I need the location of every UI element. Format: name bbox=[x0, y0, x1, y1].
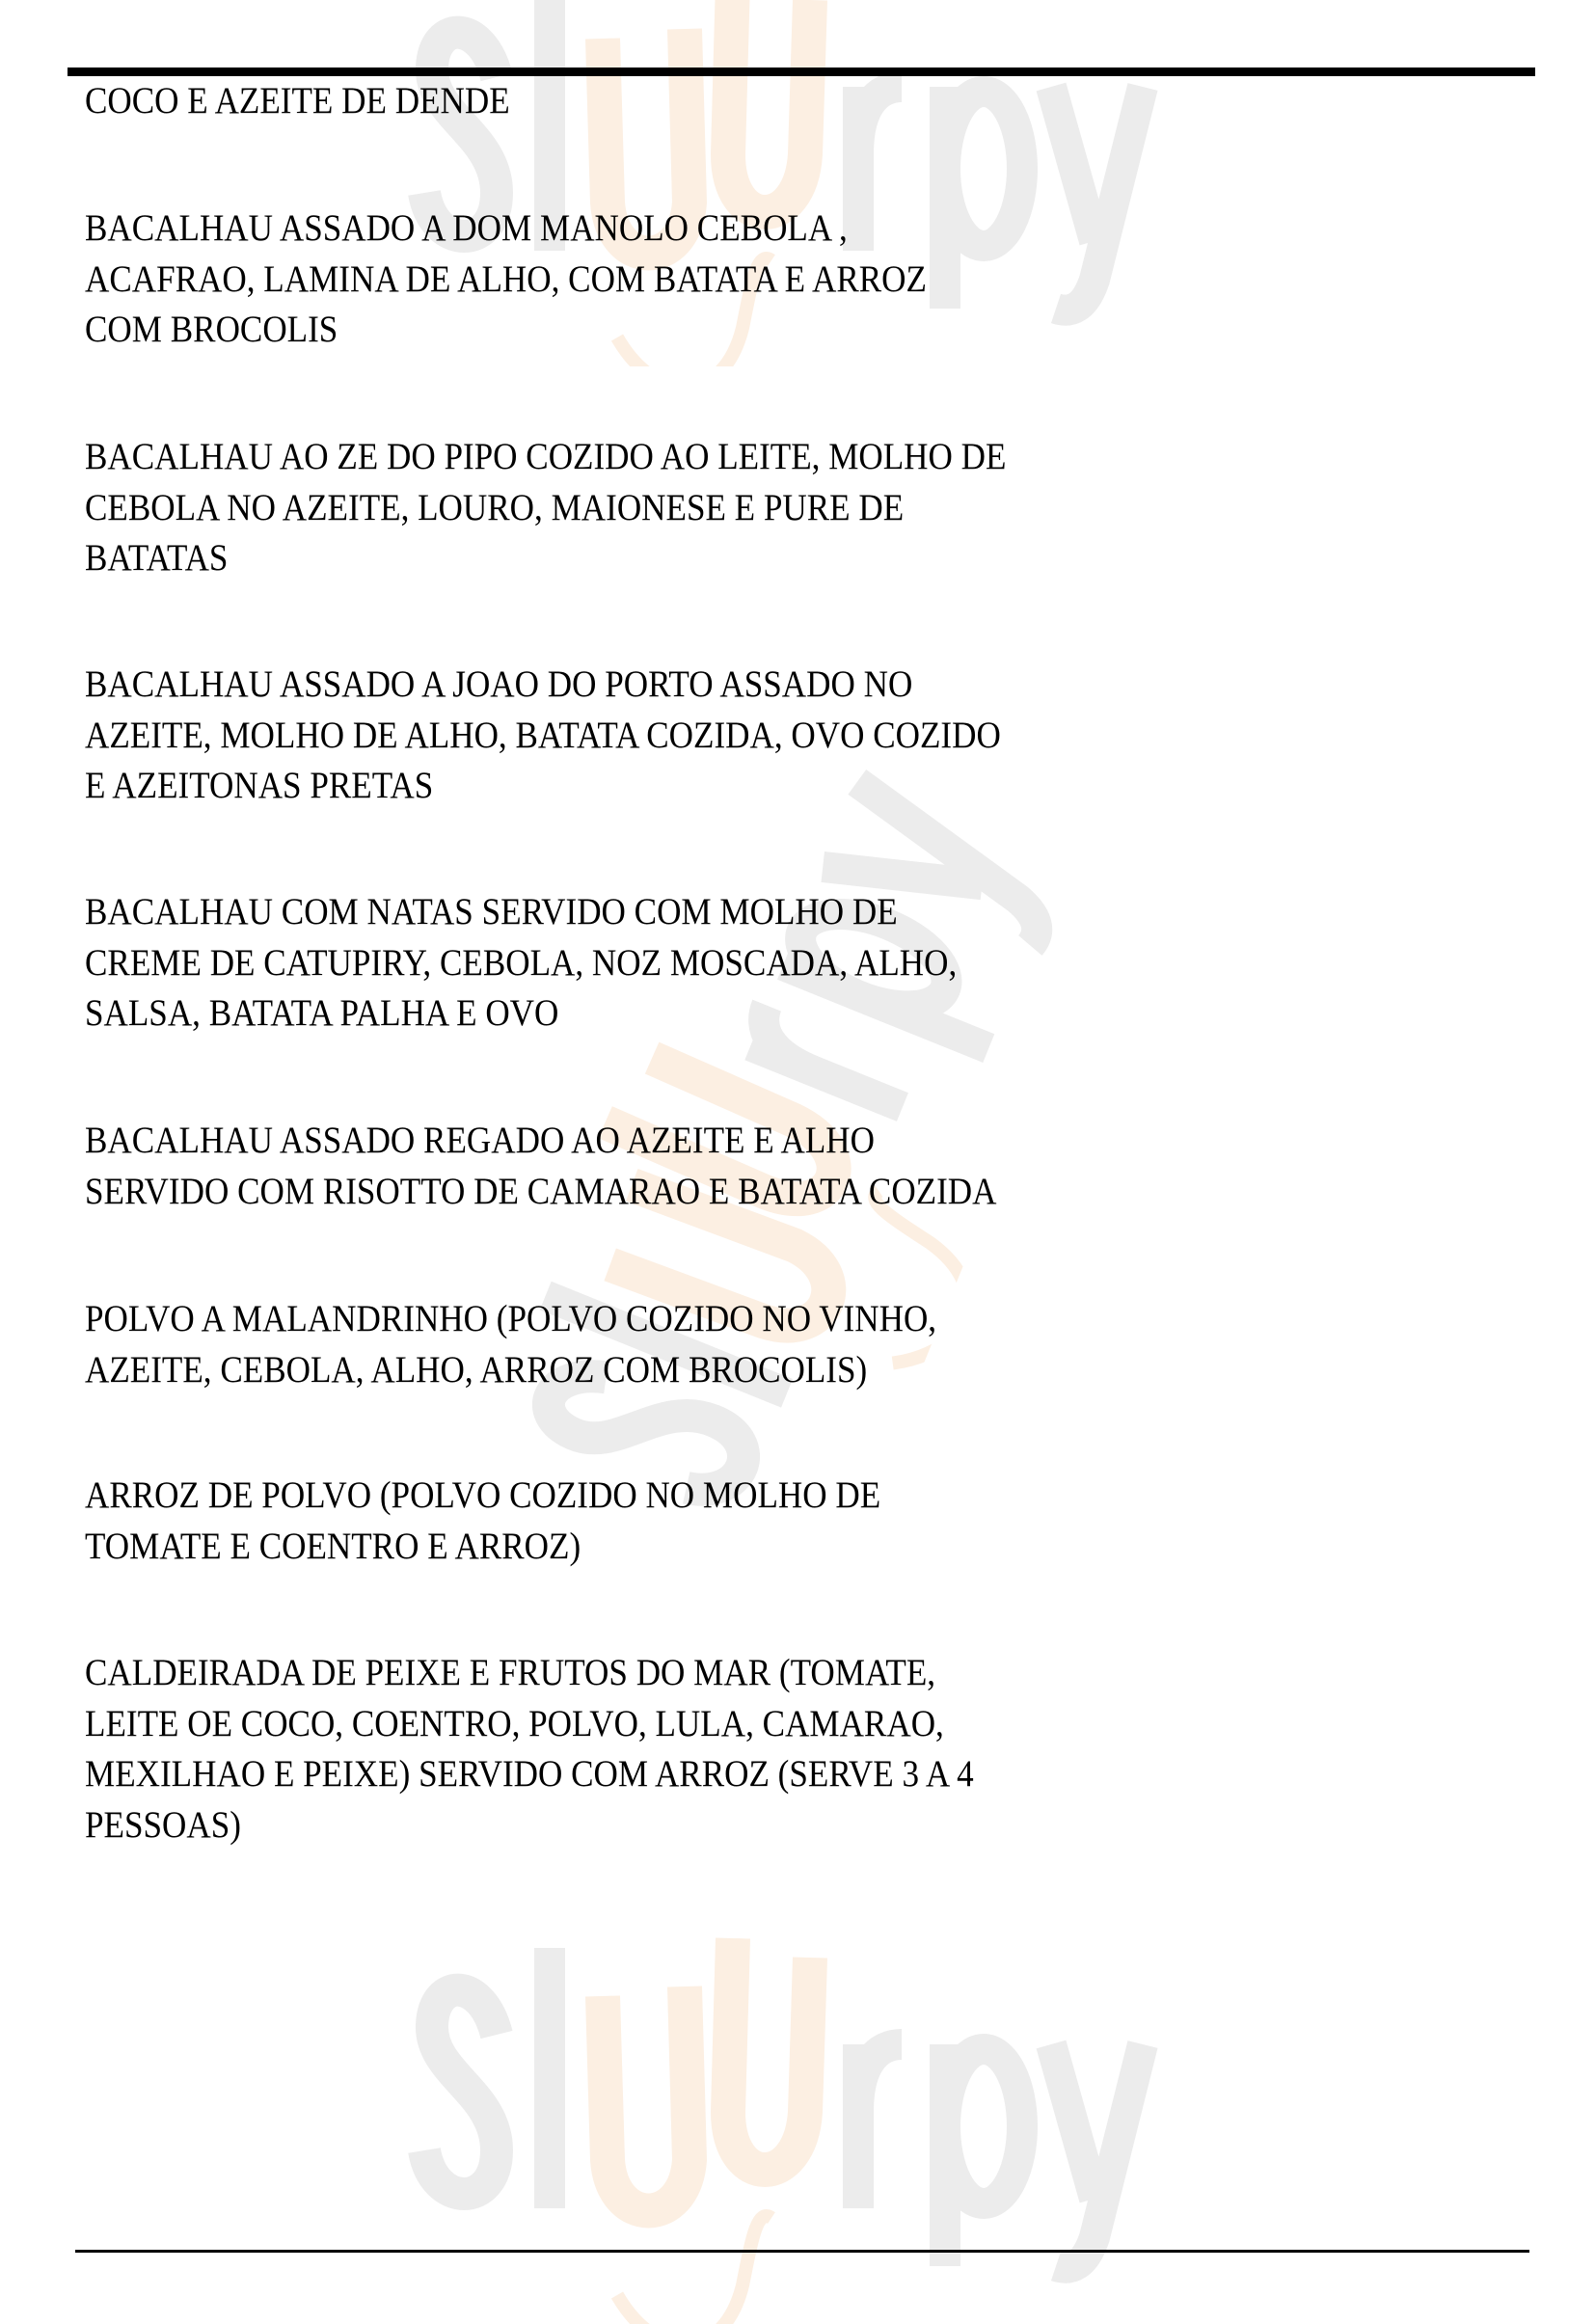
bottom-rule bbox=[75, 2250, 1529, 2253]
menu-item: COCO E AZEITE DE DENDE bbox=[85, 80, 510, 122]
menu-item: POLVO A MALANDRINHO (POLVO COZIDO NO VINHO, AZEITE, CEBOLA, ALHO, ARROZ COM BROCOLIS) bbox=[85, 1298, 937, 1391]
menu-item: ARROZ DE POLVO (POLVO COZIDO NO MOLHO DE TOMATE E COENTRO E ARROZ) bbox=[85, 1474, 881, 1567]
slurpy-watermark-bottom bbox=[405, 1919, 1196, 2324]
menu-item: CALDEIRADA DE PEIXE E FRUTOS DO MAR (TOMATE, LEITE OE COCO, COENTRO, POLVO, LULA, CAMARAO, MEXILHAO E PEIXE) SERVIDO COM ARROZ (SERVE 3 A 4 PESSOAS) bbox=[85, 1652, 974, 1846]
menu-item: BACALHAU ASSADO A DOM MANOLO CEBOLA , ACAFRAO, LAMINA DE ALHO, COM BATATA E ARROZ COM BROCOLIS bbox=[85, 207, 927, 350]
menu-item: BACALHAU ASSADO A JOAO DO PORTO ASSADO NO AZEITE, MOLHO DE ALHO, BATATA COZIDA, OVO COZIDO E AZEITONAS PRETAS bbox=[85, 663, 1001, 806]
menu-item: BACALHAU AO ZE DO PIPO COZIDO AO LEITE, MOLHO DE CEBOLA NO AZEITE, LOURO, MAIONESE E PURE DE BATATAS bbox=[85, 436, 1007, 579]
menu-item: BACALHAU COM NATAS SERVIDO COM MOLHO DE CREME DE CATUPIRY, CEBOLA, NOZ MOSCADA, ALHO, SALSA, BATATA PALHA E OVO bbox=[85, 891, 958, 1034]
slurpy-logo-icon bbox=[405, 1919, 1196, 2324]
menu-item: BACALHAU ASSADO REGADO AO AZEITE E ALHO SERVIDO COM RISOTTO DE CAMARAO E BATATA COZIDA bbox=[85, 1120, 997, 1212]
top-rule bbox=[68, 68, 1535, 76]
